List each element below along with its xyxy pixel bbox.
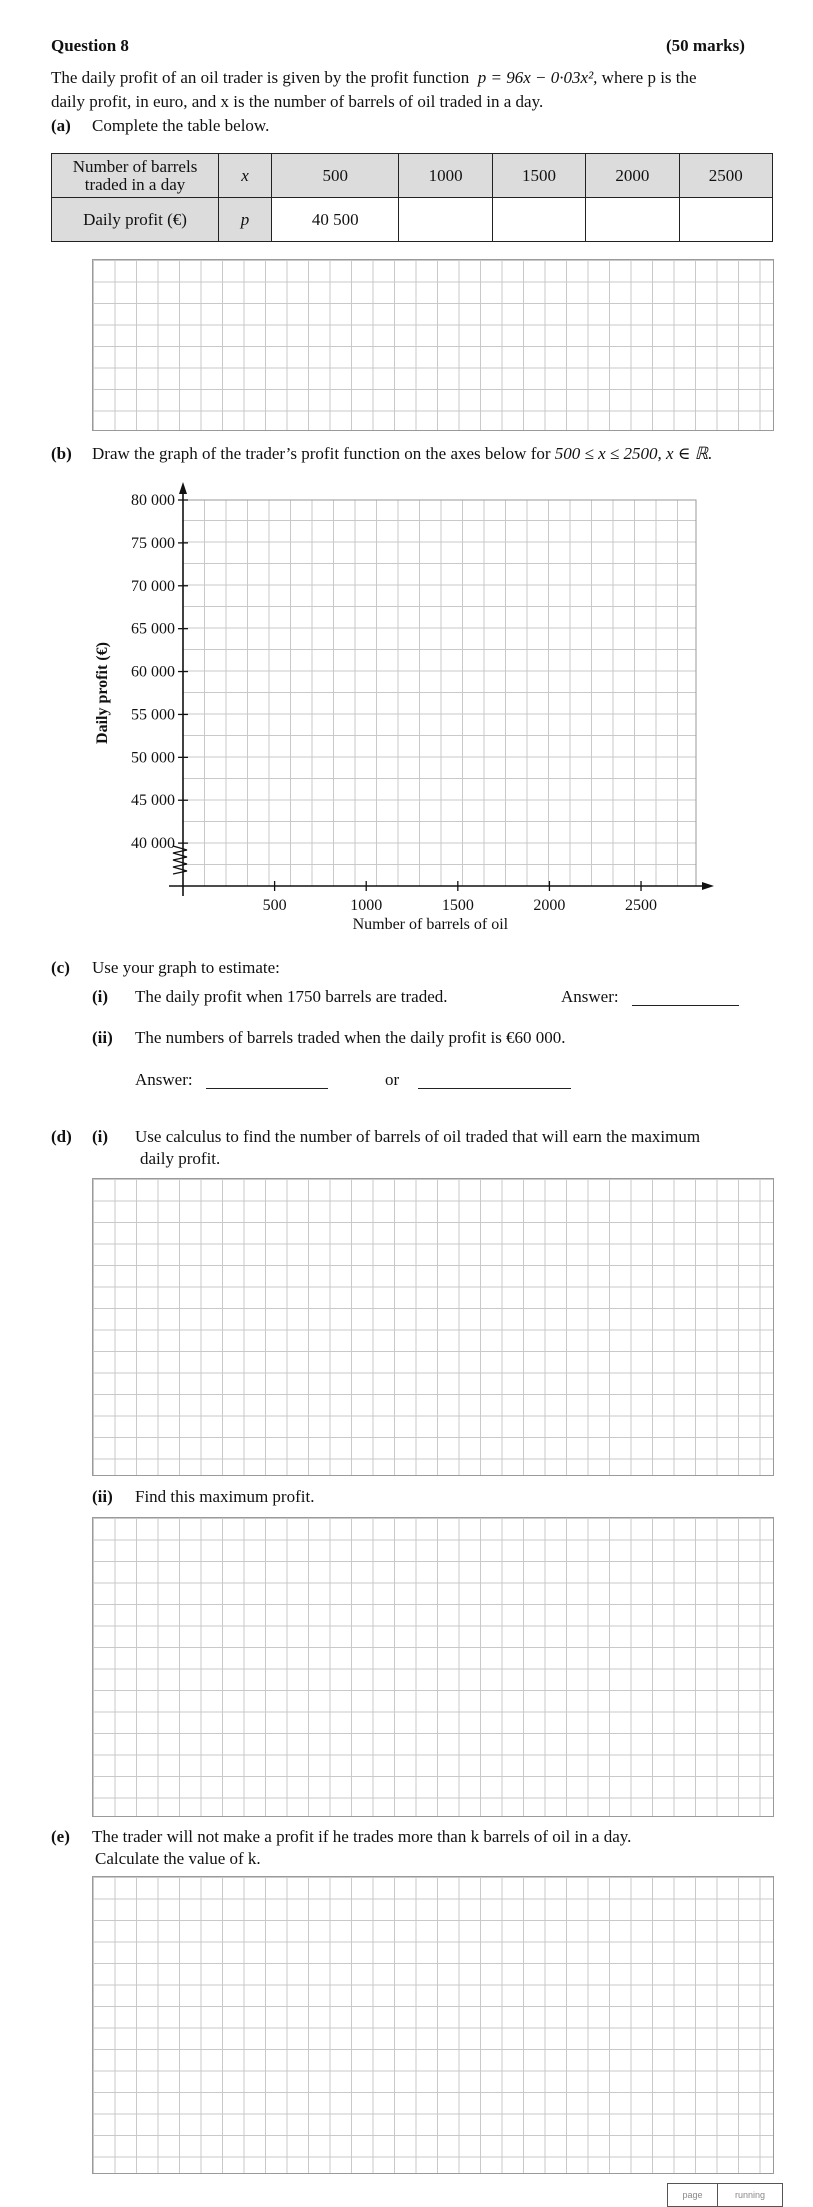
part-c-text: Use your graph to estimate:: [92, 958, 280, 977]
part-a-text: Complete the table below.: [92, 116, 270, 135]
profit-formula: p = 96x − 0·03x²,: [477, 68, 602, 87]
question-title: Question 8: [51, 36, 129, 55]
intro-text-mid: where p is the: [601, 68, 697, 87]
part-c-label: (c): [51, 958, 70, 977]
axis-break-icon: [173, 846, 187, 874]
table-cell: 40 500: [272, 198, 399, 242]
part-b-instruction: Draw the graph of the trader’s profit function on the axes below for: [92, 444, 551, 463]
part-c-ii-answer-line-2[interactable]: [418, 1070, 571, 1089]
y-tick-label: 45 000: [131, 792, 175, 810]
part-c-i-label: (i): [92, 987, 109, 1006]
x-tick-label: 1500: [441, 897, 474, 914]
part-d-i-text: Use calculus to find the number of barrels of oil traded that will earn the maximum: [135, 1127, 701, 1146]
footer-running-box: running: [717, 2183, 783, 2207]
y-axis-arrow: [179, 482, 187, 494]
table-header-p: Daily profit (€): [52, 198, 219, 242]
part-b-domain: 500 ≤ x ≤ 2500, x ∈ ℝ.: [554, 444, 713, 463]
answer-cell[interactable]: [586, 198, 679, 242]
profit-chart[interactable]: [0, 478, 813, 938]
table-cell: 1500: [492, 154, 585, 198]
part-d-ii-text: Find this maximum profit.: [135, 1487, 315, 1506]
x-tick-label: 1000: [350, 897, 383, 914]
table-symbol-p: p: [219, 198, 272, 242]
chart-grid: [183, 500, 696, 886]
y-tick-label: 65 000: [131, 620, 175, 638]
table-header-x: Number of barrels traded in a day: [52, 154, 219, 198]
table-row: [52, 198, 773, 242]
chart-y-ticks: [131, 492, 188, 852]
y-tick-label: 70 000: [131, 577, 175, 595]
part-d-i-text-2: daily profit.: [140, 1149, 221, 1168]
intro-text-start: The daily profit of an oil trader is given by the profit function: [51, 68, 470, 87]
part-c-i-answer-label: Answer:: [561, 987, 619, 1006]
part-b-text: [92, 444, 712, 464]
part-c-i-text: The daily profit when 1750 barrels are traded.: [135, 987, 448, 1006]
work-grid-d-i[interactable]: [92, 1178, 774, 1476]
question-marks: (50 marks): [666, 36, 745, 55]
intro-line-2: daily profit, in euro, and x is the number of barrels of oil traded in a day.: [51, 92, 544, 111]
part-e-text: The trader will not make a profit if he trades more than k barrels of oil in a day.: [92, 1827, 632, 1846]
part-d-ii-label: (ii): [92, 1487, 113, 1506]
part-e-label: (e): [51, 1827, 70, 1846]
part-c-ii-answer-label: Answer:: [135, 1070, 193, 1089]
y-tick-label: 40 000: [131, 835, 175, 853]
part-c-ii-text: The numbers of barrels traded when the daily profit is €60 000.: [135, 1028, 566, 1047]
part-d-i-label: (i): [92, 1127, 109, 1146]
x-tick-label: 2500: [625, 897, 658, 914]
y-tick-label: 60 000: [131, 663, 175, 681]
table-symbol-x: x: [219, 154, 272, 198]
table-row: [52, 154, 773, 198]
part-a-label: (a): [51, 116, 71, 135]
part-c-or: or: [385, 1070, 400, 1089]
footer-page-box: page: [667, 2183, 718, 2207]
table-cell: 2000: [586, 154, 679, 198]
x-tick-label: 2000: [533, 897, 566, 914]
chart-y-axis-label: Daily profit (€): [94, 642, 111, 744]
answer-cell[interactable]: [679, 198, 772, 242]
x-tick-label: 500: [262, 897, 287, 914]
part-c-ii-answer-line-1[interactable]: [206, 1070, 328, 1089]
table-cell: 2500: [679, 154, 772, 198]
values-table: [51, 153, 773, 242]
y-tick-label: 75 000: [131, 534, 175, 552]
part-b-label: (b): [51, 444, 72, 463]
y-tick-label: 50 000: [131, 749, 175, 767]
part-d-label: (d): [51, 1127, 72, 1146]
y-tick-label: 55 000: [131, 706, 175, 724]
x-axis-arrow: [702, 882, 714, 890]
table-cell: 1000: [399, 154, 492, 198]
part-c-i-answer-line[interactable]: [632, 987, 739, 1006]
part-e-text-2: Calculate the value of k.: [95, 1849, 261, 1868]
intro-line-1: [51, 68, 781, 88]
chart-x-axis-label: Number of barrels of oil: [352, 916, 509, 933]
answer-cell[interactable]: [399, 198, 492, 242]
answer-cell[interactable]: [492, 198, 585, 242]
part-c-ii-label: (ii): [92, 1028, 113, 1047]
work-grid-d-ii[interactable]: [92, 1517, 774, 1817]
y-tick-label: 80 000: [131, 492, 175, 509]
table-cell: 500: [272, 154, 399, 198]
work-grid-e[interactable]: [92, 1876, 774, 2174]
work-grid-a[interactable]: [92, 259, 774, 431]
